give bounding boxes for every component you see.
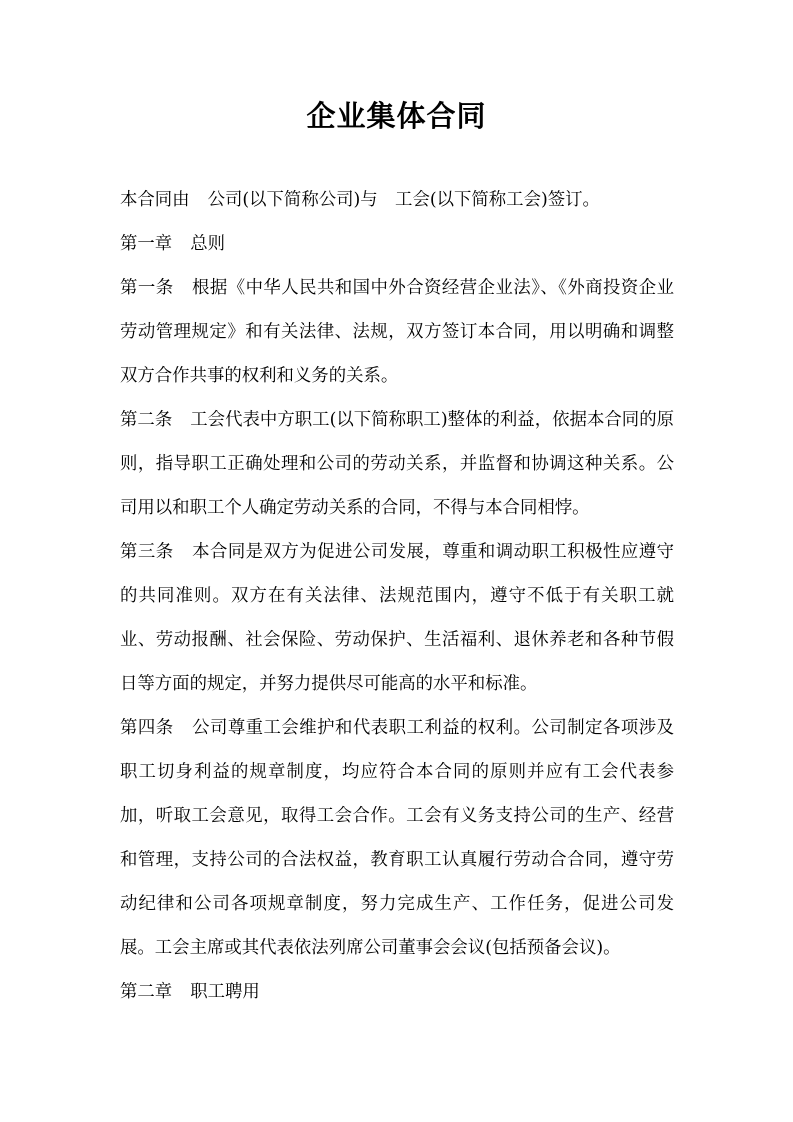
- chapter-heading: [120, 222, 674, 266]
- intro-paragraph: [120, 178, 674, 222]
- paragraph-text: 总则: [190, 234, 225, 254]
- chapter-heading: [120, 970, 674, 1014]
- article-paragraph: [120, 530, 674, 706]
- document-body: [120, 178, 674, 1014]
- article-paragraph: [120, 706, 674, 970]
- paragraph-text: 公司(以下简称公司)与 工会(以下简称工会)签订。: [207, 190, 600, 210]
- paragraph-lead: 第四条: [120, 718, 174, 738]
- paragraph-text: 公司尊重工会维护和代表职工利益的权利。公司制定各项涉及职工切身利益的规章制度，均应符合本合同的原则并应有工会代表参加，听取工会意见，取得工会合作。工会有义务支持公司的生产、经营和管理，支持公司的合法权益，教育职工认真履行劳动合合同，遵守劳动纪律和公司各项规章制度，努力完成生产、工作任务，促进公司发展。工会主席或其代表依法列席公司董事会会议(包括预备会议)。: [120, 718, 674, 958]
- paragraph-lead: 第二章: [120, 982, 173, 1002]
- article-paragraph: [120, 398, 674, 530]
- paragraph-text: 职工聘用: [190, 982, 260, 1002]
- document-title: 企业集体合同: [306, 99, 487, 133]
- paragraph-text: 工会代表中方职工(以下简称职工)整体的利益，依据本合同的原则，指导职工正确处理和公司的劳动关系，并监督和协调这种关系。公司用以和职工个人确定劳动关系的合同，不得与本合同相悖。: [120, 410, 674, 518]
- paragraph-lead: 第一条: [120, 278, 174, 298]
- paragraph-lead: 本合同由: [120, 190, 190, 210]
- paragraph-lead: 第三条: [120, 542, 174, 562]
- paragraph-text: 本合同是双方为促进公司发展，尊重和调动职工积极性应遵守的共同准则。双方在有关法律、法规范围内，遵守不低于有关职工就业、劳动报酬、社会保险、劳动保护、生活福利、退休养老和各种节假日等方面的规定，并努力提供尽可能高的水平和标准。: [120, 542, 674, 694]
- paragraph-text: 根据《中华人民共和国中外合资经营企业法》、《外商投资企业劳动管理规定》和有关法律、法规，双方签订本合同，用以明确和调整双方合作共事的权利和义务的关系。: [120, 278, 674, 386]
- paragraph-lead: 第二条: [120, 410, 173, 430]
- paragraph-lead: 第一章: [120, 234, 173, 254]
- article-paragraph: [120, 266, 674, 398]
